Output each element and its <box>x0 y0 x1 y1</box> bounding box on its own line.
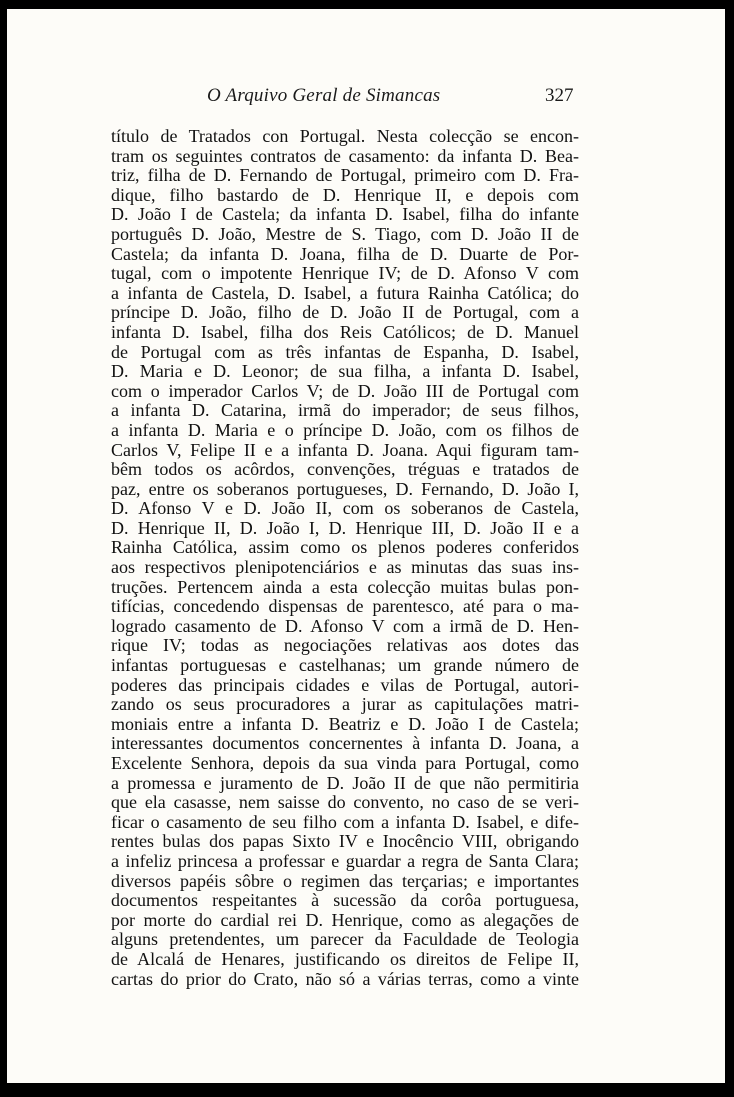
text-line: por morte do cardial rei D. Henrique, como as alegações de <box>111 910 579 930</box>
text-line: a infanta D. Maria e o príncipe D. João, com os filhos de <box>111 420 579 440</box>
text-line: dique, filho bastardo de D. Henrique II, e depois com <box>111 185 579 205</box>
text-line: tifícias, concedendo dispensas de parentesco, até para o ma- <box>111 597 579 617</box>
page-number: 327 <box>545 85 574 106</box>
text-line: diversos papéis sôbre o regimen das terçarias; e importantes <box>111 871 579 891</box>
text-line: cartas do prior do Crato, não só a várias terras, como a vinte <box>111 969 579 989</box>
text-line: infantas portuguesas e castelhanas; um grande número de <box>111 656 579 676</box>
text-line: rentes bulas dos papas Sixto IV e Inocêncio VIII, obrigando <box>111 832 579 852</box>
text-line: poderes das principais cidades e vilas de Portugal, autori- <box>111 675 579 695</box>
text-line: interessantes documentos concernentes à infanta D. Joana, a <box>111 734 579 754</box>
text-line: ficar o casamento de seu filho com a infanta D. Isabel, e dife- <box>111 812 579 832</box>
text-line: bêm todos os acôrdos, convenções, tréguas e tratados de <box>111 460 579 480</box>
text-line: alguns pretendentes, um parecer da Faculdade de Teologia <box>111 930 579 950</box>
text-line: triz, filha de D. Fernando de Portugal, primeiro com D. Fra- <box>111 166 579 186</box>
text-line: D. João I de Castela; da infanta D. Isabel, filha do infante <box>111 205 579 225</box>
text-line: de Portugal com as três infantas de Espanha, D. Isabel, <box>111 342 579 362</box>
text-line: paz, entre os soberanos portugueses, D. Fernando, D. João I, <box>111 479 579 499</box>
text-line: Castela; da infanta D. Joana, filha de D. Duarte de Por- <box>111 244 579 264</box>
text-line: príncipe D. João, filho de D. João II de Portugal, com a <box>111 303 579 323</box>
text-line: D. Afonso V e D. João II, com os soberanos de Castela, <box>111 499 579 519</box>
text-line: português D. João, Mestre de S. Tiago, com D. João II de <box>111 224 579 244</box>
running-title: O Arquivo Geral de Simancas <box>207 85 441 106</box>
text-line: de Alcalá de Henares, justificando os direitos de Felipe II, <box>111 949 579 969</box>
text-line: logrado casamento de D. Afonso V com a irmã de D. Hen- <box>111 616 579 636</box>
text-line: a infanta de Castela, D. Isabel, a futura Rainha Católica; do <box>111 283 579 303</box>
text-line: rique IV; todas as negociações relativas aos dotes das <box>111 636 579 656</box>
text-line: documentos respeitantes à sucessão da corôa portuguesa, <box>111 891 579 911</box>
text-line: Rainha Católica, assim como os plenos poderes conferidos <box>111 538 579 558</box>
text-line: truções. Pertencem ainda a esta colecção muitas bulas pon- <box>111 577 579 597</box>
text-line: aos respectivos plenipotenciários e as minutas das suas ins- <box>111 558 579 578</box>
text-line: a promessa e juramento de D. João II de que não permitiria <box>111 773 579 793</box>
text-line: Excelente Senhora, depois da sua vinda para Portugal, como <box>111 754 579 773</box>
text-line: infanta D. Isabel, filha dos Reis Católicos; de D. Manuel <box>111 322 579 342</box>
text-line: a infeliz princesa a professar e guardar a regra de Santa Clara; <box>111 851 579 871</box>
text-line: título de Tratados con Portugal. Nesta colecção se encon- <box>111 127 579 146</box>
text-line: tugal, com o impotente Henrique IV; de D. Afonso V com <box>111 264 579 284</box>
text-line: a infanta D. Catarina, irmã do imperador; de seus filhos, <box>111 401 579 421</box>
text-line: tram os seguintes contratos de casamento: da infanta D. Bea- <box>111 146 579 166</box>
text-line: moniais entre a infanta D. Beatriz e D. João I de Castela; <box>111 714 579 734</box>
text-line: zando os seus procuradores a jurar as capitulações matri- <box>111 695 579 715</box>
text-line: Carlos V, Felipe II e a infanta D. Joana. Aqui figuram tam- <box>111 440 579 460</box>
text-line: D. Maria e D. Leonor; de sua filha, a infanta D. Isabel, <box>111 362 579 382</box>
text-line: D. Henrique II, D. João I, D. Henrique III, D. João II e a <box>111 518 579 538</box>
text-line: com o imperador Carlos V; de D. João III de Portugal com <box>111 381 579 401</box>
text-line: que ela casasse, nem saisse do convento, no caso de se veri- <box>111 793 579 813</box>
body-text <box>111 127 579 989</box>
